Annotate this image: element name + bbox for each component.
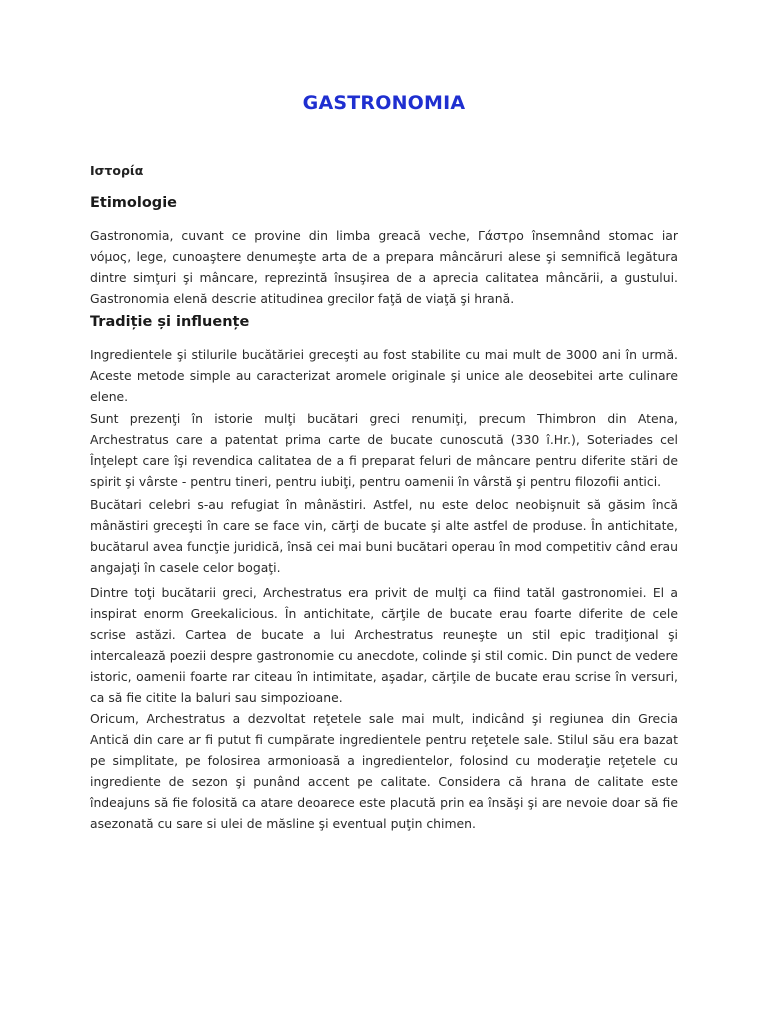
paragraph-traditie-2: Sunt prezenţi în istorie mulţi bucătari greci renumiţi, precum Thimbron din Atena, Archestratus care a patentat prima carte de bucate cunoscută (330 î.Hr.), Soteriades cel Înţelept care îşi revendica calitatea de a fi preparat feluri de mâncare pentru diferite stări de spirit şi vârste - pentru tineri, pentru iubiţi, pentru oamenii în vârstă şi pentru filozofii antici. [90, 411, 678, 489]
paragraph-traditie-1: Ingredientele şi stilurile bucătăriei greceşti au fost stabilite cu mai mult de 3000 ani în urmă. Aceste metode simple au caracterizat aromele originale şi unice ale deosebitei arte culinare elene. [90, 347, 678, 404]
heading-traditie: Tradiție și influențe [90, 314, 250, 330]
paragraph-traditie-5: Oricum, Archestratus a dezvoltat reţetele sale mai mult, indicând şi regiunea din Grecia Antică din care ar fi putut fi cumpărate ingredientele pentru reţetele sale. Stilul său era bazat pe simplitate, pe folosirea armonioasă a ingredientelor, folosind cu moderaţie reţetele cu ingrediente de sezon şi punând accent pe calitate. Considera că hrana de calitate este îndeajuns să fie folosită ca atare deoarece este placută prin ea însăşi şi are nevoie doar să fie asezonată cu sare si ulei de măsline şi eventual puţin chimen. [90, 711, 678, 831]
page-title: GASTRONOMIA [302, 92, 466, 114]
paragraph-traditie-4: Dintre toţi bucătarii greci, Archestratus era privit de mulţi ca fiind tatăl gastronomiei. El a inspirat enorm Greekalicious. În antichitate, cărţile de bucate erau foarte diferite de cele scrise astăzi. Cartea de bucate a lui Archestratus reuneşte un stil epic tradiţional şi intercalează poezii despre gastronomie cu anecdote, colinde şi stil comic. Din punct de vedere istoric, oamenii foarte rar citeau în intimitate, aşadar, cărţile de bucate erau scrise în versuri, ca să fie citite la baluri sau simpozioane. [90, 585, 678, 705]
section-kicker: Ιστορία [90, 163, 144, 178]
paragraph-etimologie: Gastronomia, cuvant ce provine din limba greacă veche, Γάστρο însemnând stomac iar νόμος, lege, cunoaştere denumeşte arta de a prepara mâncăruri alese şi semnifică legătura dintre simţuri şi mâncare, reprezintă însuşirea de a aprecia calitatea mâncării, a gustului. Gastronomia elenă descrie atitudinea grecilor faţă de viaţă şi hrană. [90, 228, 678, 306]
heading-etimologie: Etimologie [90, 195, 177, 211]
paragraph-traditie-3: Bucătari celebri s-au refugiat în mânăstiri. Astfel, nu este deloc neobişnuit să găsim încă mânăstiri greceşti în care se face vin, cărţi de bucate şi alte astfel de produse. În antichitate, bucătarul avea funcţie juridică, însă cei mai buni bucătari operau în mod competitiv când erau angajaţi în casele celor bogaţi. [90, 497, 678, 575]
